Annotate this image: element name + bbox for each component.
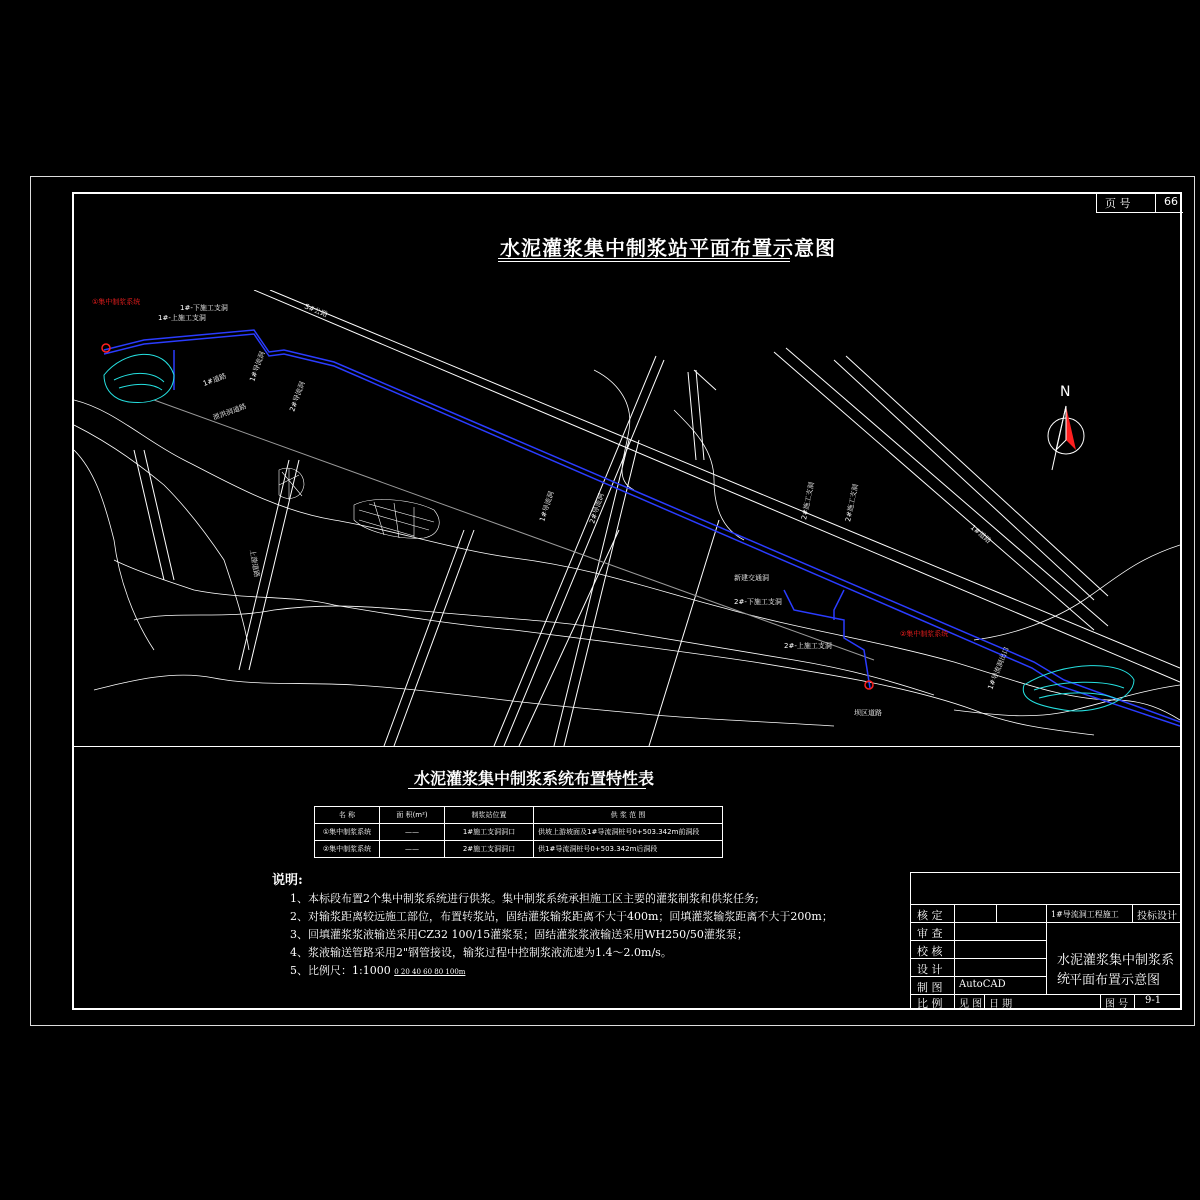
label-station2: ②集中制浆系统 (900, 630, 949, 638)
north-label: N (1060, 384, 1071, 400)
table-cell: —— (380, 824, 445, 841)
note-line: 4、浆液输送管路采用2"钢管接设，输浆过程中控制浆液流速为1.4～2.0m/s。 (290, 946, 672, 959)
label-new-road: 新建交通洞 (734, 574, 769, 582)
page-number-box (1096, 192, 1183, 213)
table-header: 面 积(m²) (380, 807, 445, 824)
station1-marker (102, 344, 110, 352)
north-arrow (1048, 384, 1084, 470)
label-road-dam: 坝区道路 (854, 709, 882, 717)
tb-date-label: 日 期 (989, 999, 1013, 1010)
tb-drawing-no: 9-1 (1145, 995, 1162, 1006)
label-adit-2a: 2#施工支洞 (800, 481, 816, 521)
label-adit2-up: 2#-上施工支洞 (784, 642, 832, 650)
table-header: 供 浆 范 围 (534, 807, 723, 824)
table-header: 制浆站位置 (445, 807, 534, 824)
label-tunnel1: 1#导流洞 (248, 350, 267, 383)
label-tunnel-lower: 1#导流洞出口 (986, 645, 1011, 691)
table-header: 名 称 (315, 807, 380, 824)
label-adit-2b: 2#施工支洞 (844, 483, 860, 523)
note-line: 3、回填灌浆浆液输送采用CZ32 100/15灌浆泵；固结灌浆浆液输送采用WH250/50灌浆泵； (290, 928, 748, 941)
page-title: 水泥灌浆集中制浆站平面布置示意图 (500, 236, 836, 260)
label-road1: 1#道路 (201, 372, 228, 388)
table-row (315, 841, 723, 858)
station-markers (102, 344, 873, 689)
scale-bar: 0 20 40 60 80 100m (394, 968, 466, 976)
table-row (315, 824, 723, 841)
title-block (910, 872, 1181, 1009)
table-title-underline (408, 788, 646, 789)
note-scale-text: 5、比例尺：1:1000 (290, 964, 391, 977)
table-cell: 2#施工支洞洞口 (445, 841, 534, 858)
note-line: 1、本标段布置2个集中制浆系统进行供浆。集中制浆系统承担施工区主要的灌浆制浆和供浆任务; (290, 892, 759, 905)
note-line (272, 962, 833, 981)
tb-row-label: 校 核 (917, 945, 943, 958)
tb-drawing-no-label: 图 号 (1105, 999, 1129, 1010)
tb-row-label: 比 例 (917, 997, 943, 1010)
note-line: 2、对输浆距离较远施工部位，布置转浆站，固结灌浆输浆距离不大于400m；回填灌浆输浆距离不大于200m； (290, 910, 833, 923)
tb-stage: 投标设计 (1137, 911, 1177, 922)
table-cell: —— (380, 841, 445, 858)
label-tunnel-mid: 1#导流洞 (538, 490, 556, 523)
label-adit1-up: 1#-上施工支洞 (158, 314, 206, 322)
table-cell: 1#施工支洞洞口 (445, 824, 534, 841)
tb-row-label: 核 定 (917, 909, 943, 922)
label-adit1-down: 1#-下施工支洞 (180, 304, 228, 312)
tb-scale-value: 见 图 (959, 999, 983, 1010)
label-tunnel-left: 泄洪洞道路 (211, 402, 248, 422)
label-road-s: S#公路 (303, 302, 329, 319)
label-road-up: 上游道路 (248, 548, 261, 578)
tb-project: 1#导流洞工程施工 (1051, 910, 1119, 919)
section-divider (74, 746, 1180, 747)
table-title: 水泥灌浆集中制浆系统布置特性表 (414, 769, 655, 788)
label-tunnel2: 2#导流洞 (288, 380, 307, 413)
notes-section (272, 872, 833, 981)
tb-row-label: 审 查 (917, 927, 943, 940)
tb-row-label: 设 计 (917, 963, 943, 976)
table-cell: 供坡上游坡面及1#导流洞桩号0+503.342m前洞段 (534, 824, 723, 841)
table-header-row (315, 807, 723, 824)
feature-table (314, 806, 723, 858)
page-label: 页 号 (1105, 197, 1131, 210)
label-tunnel-mid2: 2#导流洞 (588, 492, 606, 525)
label-road-wd: 1#道路 (968, 523, 993, 546)
site-plan-map (74, 290, 1180, 746)
notes-heading: 说明: (272, 873, 303, 888)
tb-row-label: 制 图 (917, 981, 943, 994)
table-cell: ①集中制浆系统 (315, 824, 380, 841)
label-adit2-down: 2#-下施工支洞 (734, 598, 782, 606)
tb-drawing-title-2: 平面布置示意图 (1069, 973, 1161, 988)
spoil-areas (279, 468, 439, 538)
label-station1: ①集中制浆系统 (92, 298, 141, 306)
table-cell: ②集中制浆系统 (315, 841, 380, 858)
tb-drawing-title-1: 水泥灌浆集中制浆系统 (1057, 953, 1175, 987)
tb-software: AutoCAD (959, 979, 1006, 990)
page-number: 66 (1155, 192, 1178, 212)
title-underline (498, 258, 790, 262)
table-cell: 供1#导流洞桩号0+503.342m后洞段 (534, 841, 723, 858)
